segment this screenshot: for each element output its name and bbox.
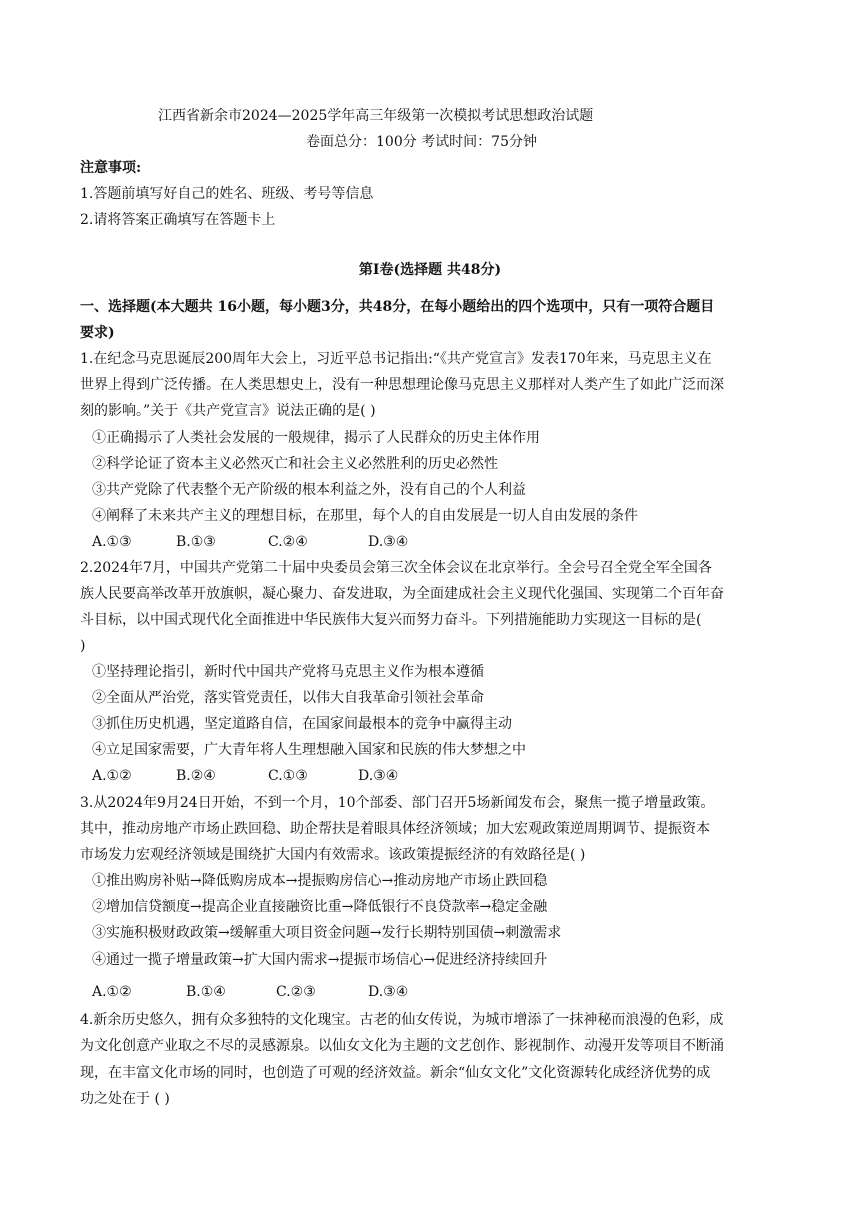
exam-title: 江西省新余市2024—2025学年高三年级第一次模拟考试思想政治试题 [158, 108, 594, 124]
question-1-text: 刻的影响。”关于《共产党宣言》说法正确的是( ) [80, 403, 376, 419]
question-2-statement: ②全面从严治党，落实管党责任，以伟大自我革命引领社会革命 [92, 690, 484, 706]
part-instructions: 一、选择题(本大题共 16小题，每小题3分，共48分，在每小题给出的四个选项中，只有一项符合题目 [80, 299, 715, 315]
exam-subtitle: 卷面总分：100分 考试时间：75分钟 [306, 134, 537, 150]
question-1-option-c[interactable]: C.②④ [268, 534, 308, 550]
question-1-option-b[interactable]: B.①③ [176, 534, 216, 550]
notice-item: 1.答题前填写好自己的姓名、班级、考号等信息 [80, 186, 374, 202]
notice-item: 2.请将答案正确填写在答题卡上 [80, 212, 276, 228]
question-1-option-a[interactable]: A.①③ [92, 534, 132, 550]
question-3-option-a[interactable]: A.①② [92, 984, 132, 1000]
question-4-text: 现，在丰富文化市场的同时，也创造了可观的经济效益。新余“仙女文化”文化资源转化成经济优势的成 [80, 1065, 711, 1081]
question-2-statement: ①坚持理论指引，新时代中国共产党将马克思主义作为根本遵循 [92, 664, 484, 680]
question-1-statement: ④阐释了未来共产主义的理想目标，在那里，每个人的自由发展是一切人自由发展的条件 [92, 508, 638, 524]
question-3-option-c[interactable]: C.②③ [276, 984, 316, 1000]
question-2-text: 族人民要高举改革开放旗帜，凝心聚力、奋发进取，为全面建成社会主义现代化强国、实现第二个百年奋 [80, 586, 724, 602]
question-2-option-d[interactable]: D.③④ [358, 768, 399, 784]
question-4-text: 为文化创意产业取之不尽的灵感源泉。以仙女文化为主题的文艺创作、影视制作、动漫开发等项目不断涌 [80, 1038, 724, 1054]
question-1-text: 世界上得到广泛传播。在人类思想史上，没有一种思想理论像马克思主义那样对人类产生了如此广泛而深 [80, 377, 724, 393]
question-3-statement: ①推出购房补贴→降低购房成本→提振购房信心→推动房地产市场止跌回稳 [92, 873, 548, 889]
question-1-option-d[interactable]: D.③④ [368, 534, 409, 550]
question-3-option-b[interactable]: B.①④ [186, 984, 226, 1000]
question-3-text: 其中，推动房地产市场止跌回稳、助企帮扶是着眼具体经济领域；加大宏观政策逆周期调节、提振资本 [80, 821, 710, 837]
question-2-statement: ④立足国家需要，广大青年将人生理想融入国家和民族的伟大梦想之中 [92, 742, 526, 758]
question-2-option-b[interactable]: B.②④ [176, 768, 216, 784]
question-2-text: ) [80, 638, 86, 654]
question-2-text: 2.2024年7月，中国共产党第二十届中央委员会第三次全体会议在北京举行。全会号召全党全军全国各 [80, 560, 712, 576]
notice-heading: 注意事项: [80, 160, 142, 176]
question-1-statement: ②科学论证了资本主义必然灭亡和社会主义必然胜利的历史必然性 [92, 456, 498, 472]
question-1-statement: ③共产党除了代表整个无产阶级的根本利益之外，没有自己的个人利益 [92, 482, 526, 498]
question-3-option-d[interactable]: D.③④ [368, 984, 409, 1000]
question-2-statement: ③抓住历史机遇，坚定道路自信，在国家间最根本的竞争中赢得主动 [92, 716, 512, 732]
question-4-text: 功之处在于 ( ) [80, 1091, 170, 1107]
question-4-text: 4.新余历史悠久，拥有众多独特的文化瑰宝。古老的仙女传说，为城市增添了一抹神秘而浪漫的色彩，成 [80, 1012, 724, 1028]
question-3-statement: ④通过一揽子增量政策→扩大国内需求→提振市场信心→促进经济持续回升 [92, 952, 548, 968]
question-2-option-a[interactable]: A.①② [92, 768, 132, 784]
question-2-text: 斗目标，以中国式现代化全面推进中华民族伟大复兴而努力奋斗。下列措施能助力实现这一目标的是( [80, 612, 702, 628]
question-1-text: 1.在纪念马克思诞辰200周年大会上，习近平总书记指出:“《共产党宣言》发表170年来，马克思主义在 [80, 351, 712, 367]
question-2-option-c[interactable]: C.①③ [268, 768, 308, 784]
question-1-statement: ①正确揭示了人类社会发展的一般规律，揭示了人民群众的历史主体作用 [92, 430, 540, 446]
question-3-text: 3.从2024年9月24日开始，不到一个月，10个部委、部门召开5场新闻发布会，聚焦一揽子增量政策。 [80, 795, 715, 811]
question-3-statement: ③实施积极财政政策→缓解重大项目资金问题→发行长期特别国债→刺激需求 [92, 925, 562, 941]
question-3-statement: ②增加信贷额度→提高企业直接融资比重→降低银行不良贷款率→稳定金融 [92, 899, 548, 915]
section-title: 第Ⅰ卷(选择题 共48分) [358, 262, 502, 278]
question-3-text: 市场发力宏观经济领域是围绕扩大国内有效需求。该政策提振经济的有效路径是( ) [80, 847, 586, 863]
part-instructions-cont: 要求) [80, 325, 115, 341]
